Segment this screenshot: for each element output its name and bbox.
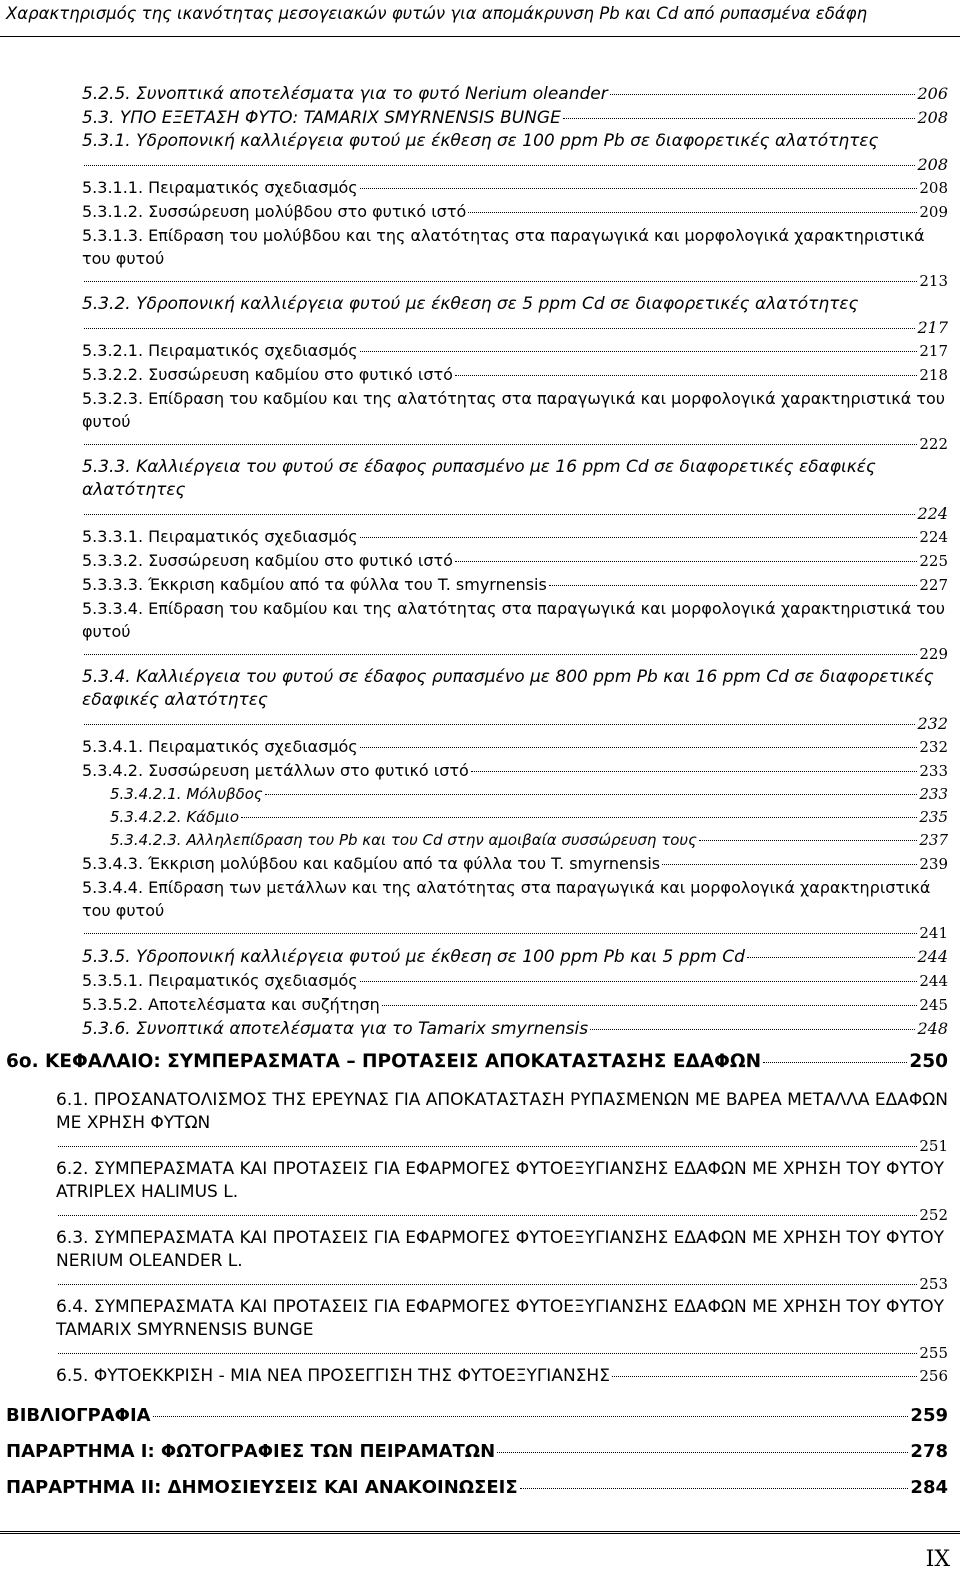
dot-leader (455, 375, 917, 376)
toc-entry-title: 5.3.4.2.1. Μόλυβδος (110, 785, 263, 803)
dot-leader (58, 1146, 917, 1147)
toc-entry[interactable] (82, 666, 948, 735)
toc-page-number: 218 (919, 366, 948, 384)
toc-entry-title: 5.3.2.3. Επίδραση του καδμίου και της αλατότητας στα παραγωγικά και μορφολογικά χαρακτηριστικά του φυτού (82, 389, 946, 431)
toc-page-number: 222 (919, 435, 948, 453)
dot-leader (360, 188, 918, 189)
toc-entry-title: 5.2.5. Συνοπτικά αποτελέσματα για το φυτό Nerium oleander (82, 84, 608, 104)
toc-entry-title: 6.1. ΠΡΟΣΑΝΑΤΟΛΙΣΜΟΣ ΤΗΣ ΕΡΕΥΝΑΣ ΓΙΑ ΑΠΟΚΑΤΑΣΤΑΣΗ ΡΥΠΑΣΜΕΝΩΝ ΜΕ ΒΑΡΕΑ ΜΕΤΑΛΛΑ ΕΔΑΦΩΝ ΜΕ ΧΡΗΣΗ ΦΥΤΩΝ (56, 1090, 948, 1133)
toc-page-number: 256 (919, 1367, 948, 1385)
toc-page-number: 252 (919, 1206, 948, 1224)
dot-leader (471, 771, 918, 772)
toc-page-number: 237 (919, 831, 948, 849)
dot-leader (84, 281, 917, 282)
toc-entry[interactable] (56, 1158, 948, 1227)
toc-page-number: 206 (917, 84, 948, 103)
toc-page-number: 227 (919, 576, 948, 594)
toc-entry-title: 6.4. ΣΥΜΠΕΡΑΣΜΑΤΑ ΚΑΙ ΠΡΟΤΑΣΕΙΣ ΓΙΑ ΕΦΑΡΜΟΓΕΣ ΦΥΤΟΕΞΥΓΙΑΝΣΗΣ ΕΔΑΦΩΝ ΜΕ ΧΡΗΣΗ ΤΟΥ ΦΥΤΟΥ TAMARIX SMYRNENSIS BUNGE (56, 1297, 944, 1340)
toc-entry[interactable] (82, 945, 948, 969)
toc-entry-title: 5.3.1.3. Επίδραση του μολύβδου και της αλατότητας στα παραγωγικά και μορφολογικά χαρακτηριστικά του φυτού (82, 226, 925, 268)
toc-entry[interactable] (82, 759, 948, 783)
toc-page-number: 284 (910, 1477, 948, 1498)
toc-entry-title: 6ο. ΚΕΦΑΛΑΙΟ: ΣΥΜΠΕΡΑΣΜΑΤΑ – ΠΡΟΤΑΣΕΙΣ ΑΠΟΚΑΤΑΣΤΑΣΗΣ ΕΔΑΦΩΝ (6, 1051, 762, 1072)
toc-page-number: 248 (917, 1019, 948, 1038)
toc-entry[interactable] (82, 735, 948, 759)
header-divider (0, 36, 960, 37)
toc-entry-title: 5.3.2. Υδροπονική καλλιέργεια φυτού με έκθεση σε 5 ppm Cd σε διαφορετικές αλατότητες (82, 294, 859, 314)
toc-page-number: 224 (919, 528, 948, 546)
toc-entry[interactable] (82, 339, 948, 363)
toc-entry[interactable] (56, 1089, 948, 1158)
toc-entry-title: 6.5. ΦΥΤΟΕΚΚΡΙΣΗ - ΜΙΑ ΝΕΑ ΠΡΟΣΕΓΓΙΣΗ ΤΗΣ ΦΥΤΟΕΞΥΓΙΑΝΣΗΣ (56, 1366, 610, 1386)
toc-entry-title: 5.3.4.3. Έκκριση μολύβδου και καδμίου από τα φύλλα του T. smyrnensis (82, 854, 661, 873)
toc-entry-title: ΠΑΡΑΡΤΗΜΑ ΙΙ: ΔΗΜΟΣΙΕΥΣΕΙΣ ΚΑΙ ΑΝΑΚΟΙΝΩΣΕΙΣ (6, 1477, 518, 1498)
dot-leader (84, 933, 917, 934)
dot-leader (241, 817, 917, 818)
toc-entry-title: 5.3.2.1. Πειραματικός σχεδιασμός (82, 341, 358, 360)
toc-entry[interactable] (110, 829, 948, 852)
dot-leader (610, 94, 916, 95)
toc-entry-title: 5.3.3. Καλλιέργεια του φυτού σε έδαφος ρυπασμένο με 16 ppm Cd σε διαφορετικές εδαφικές αλατότητες (82, 457, 876, 500)
toc-page-number: 278 (910, 1441, 948, 1462)
dot-leader (662, 864, 917, 865)
toc-entry-title: 5.3.4.4. Επίδραση των μετάλλων και της αλατότητας στα παραγωγικά και μορφολογικά χαρακτηριστικά του φυτού (82, 878, 931, 920)
dot-leader (563, 118, 916, 119)
dot-leader (763, 1062, 907, 1063)
toc-page-number: 229 (919, 645, 948, 663)
dot-leader (549, 585, 918, 586)
toc-entry-title: 5.3.1.1. Πειραματικός σχεδιασμός (82, 178, 358, 197)
toc-entry[interactable] (56, 1296, 948, 1365)
toc-entry-title: 5.3.4.2. Συσσώρευση μετάλλων στο φυτικό ιστό (82, 761, 469, 780)
toc-page-number: 217 (917, 318, 948, 337)
toc-entry-title: 5.3.1. Υδροπονική καλλιέργεια φυτού με έκθεση σε 100 ppm Pb σε διαφορετικές αλατότητες (82, 131, 879, 151)
toc-page-number: 225 (919, 552, 948, 570)
toc-entry-title: ΠΑΡΑΡΤΗΜΑ Ι: ΦΩΤΟΓΡΑΦΙΕΣ ΤΩΝ ΠΕΙΡΑΜΑΤΩΝ (6, 1441, 496, 1462)
dot-leader (590, 1029, 915, 1030)
toc-entry[interactable] (82, 82, 948, 106)
toc-page-number: 208 (917, 155, 948, 174)
toc-entry-title: 5.3. ΥΠΟ ΕΞΕΤΑΣΗ ΦΥΤΟ: TAMARIX SMYRNENSIS BUNGE (82, 108, 561, 128)
toc-entry[interactable] (82, 1017, 948, 1041)
dot-leader (360, 747, 918, 748)
toc-entry[interactable] (6, 1440, 948, 1464)
toc-entry[interactable] (82, 525, 948, 549)
running-header: Χαρακτηρισμός της ικανότητας μεσογειακών φυτών για απομάκρυνση Pb και Cd από ρυπασμένα εδάφη (6, 4, 868, 23)
toc-entry[interactable] (6, 1049, 948, 1075)
dot-leader (265, 794, 918, 795)
toc-page-number: 233 (919, 785, 948, 803)
toc-page-number: 235 (919, 808, 948, 826)
toc-page-number: 245 (919, 996, 948, 1014)
toc-page-number: 217 (919, 342, 948, 360)
toc-entry[interactable] (82, 224, 948, 293)
dot-leader (360, 981, 918, 982)
toc-entry-title: ΒΙΒΛΙΟΓΡΑΦΙΑ (6, 1405, 151, 1426)
toc-entry[interactable] (82, 176, 948, 200)
dot-leader (58, 1215, 917, 1216)
toc-entry-title: 5.3.4.2.3. Αλληλεπίδραση του Pb και του Cd στην αμοιβαία συσσώρευση τους (110, 831, 697, 849)
toc-entry-title: 5.3.4. Καλλιέργεια του φυτού σε έδαφος ρυπασμένο με 800 ppm Pb και 16 ppm Cd σε διαφορετικές εδαφικές αλατότητες (82, 667, 934, 710)
toc-entry-title: 5.3.3.4. Επίδραση του καδμίου και της αλατότητας στα παραγωγικά και μορφολογικά χαρακτηριστικά του φυτού (82, 599, 946, 641)
toc-entry-title: 5.3.4.2.2. Κάδμιο (110, 808, 240, 826)
toc-page-number: 244 (917, 947, 948, 966)
toc-entry[interactable] (82, 130, 948, 176)
dot-leader (153, 1416, 909, 1417)
toc-entry[interactable] (82, 573, 948, 597)
toc-entry[interactable] (56, 1227, 948, 1296)
dot-leader (520, 1488, 909, 1489)
toc-page-number: 255 (919, 1344, 948, 1362)
toc-page-number: 233 (919, 762, 948, 780)
toc-entry-title: 6.2. ΣΥΜΠΕΡΑΣΜΑΤΑ ΚΑΙ ΠΡΟΤΑΣΕΙΣ ΓΙΑ ΕΦΑΡΜΟΓΕΣ ΦΥΤΟΕΞΥΓΙΑΝΣΗΣ ΕΔΑΦΩΝ ΜΕ ΧΡΗΣΗ ΤΟΥ ΦΥΤΟΥ ATRIPLEX HALIMUS L. (56, 1159, 944, 1202)
page-number: IX (925, 1547, 950, 1572)
toc-entry[interactable] (6, 1404, 948, 1428)
dot-leader (58, 1284, 917, 1285)
toc-entry[interactable] (110, 806, 948, 829)
toc-entry[interactable] (82, 387, 948, 456)
toc-entry-title: 5.3.3.3. Έκκριση καδμίου από τα φύλλα του T. smyrnensis (82, 575, 547, 594)
toc-entry-title: 5.3.6. Συνοπτικά αποτελέσματα για το Tamarix smyrnensis (82, 1019, 589, 1039)
dot-leader (360, 351, 918, 352)
dot-leader (84, 165, 915, 166)
dot-leader (612, 1376, 917, 1377)
dot-leader (747, 957, 916, 958)
toc-entry-title: 5.3.3.1. Πειραματικός σχεδιασμός (82, 527, 358, 546)
toc-entry[interactable] (82, 363, 948, 387)
toc-page-number: 208 (917, 108, 948, 127)
toc-page-number: 253 (919, 1275, 948, 1293)
toc-page-number: 232 (919, 738, 948, 756)
dot-leader (84, 514, 915, 515)
toc-entry[interactable] (82, 456, 948, 525)
dot-leader (699, 840, 917, 841)
toc-entry[interactable] (82, 597, 948, 666)
toc-entry[interactable] (6, 1476, 948, 1500)
toc-entry[interactable] (82, 993, 948, 1017)
footer-divider (0, 1531, 960, 1534)
toc-entry[interactable] (110, 783, 948, 806)
dot-leader (455, 561, 917, 562)
toc-entry[interactable] (82, 852, 948, 876)
toc-entry-title: 5.3.5.2. Αποτελέσματα και συζήτηση (82, 995, 380, 1014)
toc-page-number: 209 (919, 203, 948, 221)
toc-page-number: 251 (919, 1137, 948, 1155)
toc-entry-title: 5.3.4.1. Πειραματικός σχεδιασμός (82, 737, 358, 756)
toc-entry-title: 6.3. ΣΥΜΠΕΡΑΣΜΑΤΑ ΚΑΙ ΠΡΟΤΑΣΕΙΣ ΓΙΑ ΕΦΑΡΜΟΓΕΣ ΦΥΤΟΕΞΥΓΙΑΝΣΗΣ ΕΔΑΦΩΝ ΜΕ ΧΡΗΣΗ ΤΟΥ ΦΥΤΟΥ NERIUM OLEANDER L. (56, 1228, 944, 1271)
toc-entry[interactable] (82, 200, 948, 224)
toc-entry-title: 5.3.3.2. Συσσώρευση καδμίου στο φυτικό ιστό (82, 551, 453, 570)
toc-entry[interactable] (82, 969, 948, 993)
toc-entry-title: 5.3.5. Υδροπονική καλλιέργεια φυτού με έκθεση σε 100 ppm Pb και 5 ppm Cd (82, 947, 745, 967)
dot-leader (497, 1452, 908, 1453)
toc-entry[interactable] (82, 876, 948, 945)
toc-entry[interactable] (56, 1365, 948, 1388)
dot-leader (84, 444, 917, 445)
dot-leader (360, 537, 918, 538)
toc-page-number: 232 (917, 714, 948, 733)
dot-leader (84, 654, 917, 655)
toc-page-number: 224 (917, 504, 948, 523)
table-of-contents (0, 82, 960, 1500)
toc-page-number: 244 (919, 972, 948, 990)
toc-entry[interactable] (82, 106, 948, 130)
toc-entry[interactable] (82, 293, 948, 339)
toc-page-number: 208 (919, 179, 948, 197)
toc-page-number: 239 (919, 855, 948, 873)
toc-entry-title: 5.3.2.2. Συσσώρευση καδμίου στο φυτικό ιστό (82, 365, 453, 384)
dot-leader (468, 212, 917, 213)
toc-page-number: 241 (919, 924, 948, 942)
dot-leader (382, 1005, 918, 1006)
dot-leader (58, 1353, 917, 1354)
toc-page-number: 250 (909, 1051, 948, 1072)
toc-entry-title: 5.3.1.2. Συσσώρευση μολύβδου στο φυτικό ιστό (82, 202, 467, 221)
dot-leader (84, 328, 915, 329)
toc-entry-title: 5.3.5.1. Πειραματικός σχεδιασμός (82, 971, 358, 990)
toc-page-number: 213 (919, 272, 948, 290)
toc-entry[interactable] (82, 549, 948, 573)
dot-leader (84, 724, 915, 725)
toc-page-number: 259 (910, 1405, 948, 1426)
